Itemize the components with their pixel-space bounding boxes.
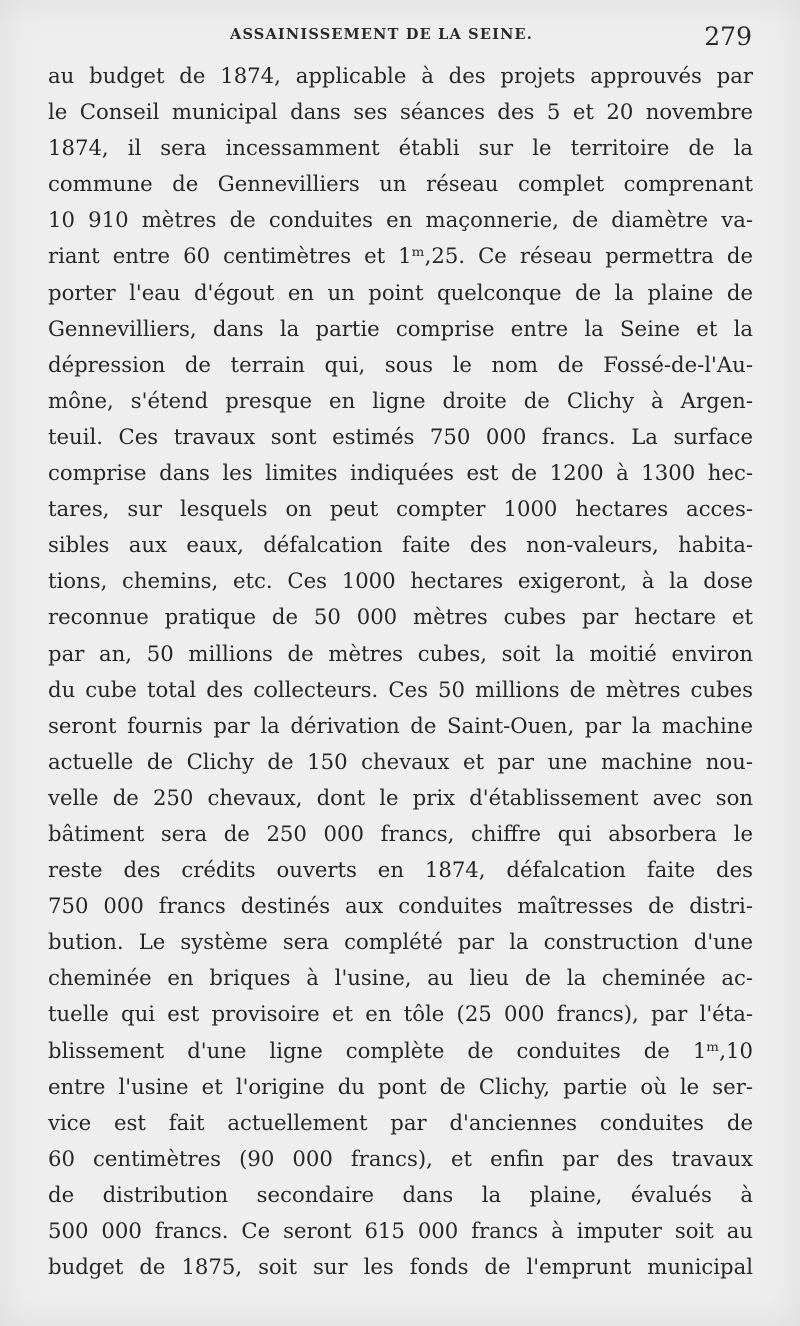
text-line: 1874, il sera incessamment établi sur le territoire de la — [48, 135, 753, 161]
text-line: 10 910 mètres de conduites en maçonnerie, de diamètre va- — [48, 207, 753, 233]
text-line: seront fournis par la dérivation de Saint-Ouen, par la machine — [48, 712, 753, 738]
text-line: porter l'eau d'égout en un point quelconque de la plaine de — [48, 279, 753, 305]
text-line: vice est fait actuellement par d'anciennes conduites de — [48, 1109, 753, 1135]
page-number: 279 — [704, 22, 752, 51]
text-line: comprise dans les limites indiquées est de 1200 à 1300 hec- — [48, 460, 753, 486]
text-line: 500 000 francs. Ce seront 615 000 francs à imputer soit au — [48, 1218, 753, 1243]
text-line: blissement d'une ligne complète de conduites de 1ᵐ,10 — [48, 1037, 753, 1063]
text-line: 60 centimètres (90 000 francs), et enfin par des travaux — [48, 1145, 753, 1171]
text-line: dépression de terrain qui, sous le nom de Fossé-de-l'Au- — [48, 351, 753, 377]
text-line: velle de 250 chevaux, dont le prix d'établissement avec son — [48, 784, 753, 810]
text-line: le Conseil municipal dans ses séances des 5 et 20 novembre — [48, 99, 753, 125]
text-line: actuelle de Clichy de 150 chevaux et par une machine nou- — [48, 748, 753, 774]
text-line: bution. Le système sera complété par la construction d'une — [48, 929, 753, 955]
text-line: 750 000 francs destinés aux conduites maîtresses de distri- — [48, 893, 753, 919]
text-line: cheminée en briques à l'usine, au lieu de la cheminée ac- — [48, 965, 753, 991]
text-line: teuil. Ces travaux sont estimés 750 000 francs. La surface — [48, 423, 753, 449]
text-line: entre l'usine et l'origine du pont de Clichy, partie où le ser- — [48, 1073, 753, 1099]
text-line: de distribution secondaire dans la plaine, évalués à — [48, 1181, 753, 1207]
text-line: bâtiment sera de 250 000 francs, chiffre qui absorbera le — [48, 820, 753, 846]
text-line: reste des crédits ouverts en 1874, défalcation faite des — [48, 857, 753, 883]
text-line: par an, 50 millions de mètres cubes, soit la moitié environ — [48, 640, 753, 666]
text-line: riant entre 60 centimètres et 1ᵐ,25. Ce réseau permettra de — [48, 243, 753, 269]
body-text — [48, 58, 753, 1285]
text-line: reconnue pratique de 50 000 mètres cubes par hectare et — [48, 604, 753, 630]
text-line: mône, s'étend presque en ligne droite de Clichy à Argen- — [48, 387, 753, 413]
running-title: ASSAINISSEMENT DE LA SEINE. — [230, 26, 534, 43]
text-line: tuelle qui est provisoire et en tôle (25 000 francs), par l'éta- — [48, 1001, 753, 1027]
text-line: Gennevilliers, dans la partie comprise entre la Seine et la — [48, 315, 753, 341]
text-line: sibles aux eaux, défalcation faite des non-valeurs, habita- — [48, 532, 753, 558]
text-line: commune de Gennevilliers un réseau complet comprenant — [48, 171, 753, 197]
text-line: tares, sur lesquels on peut compter 1000 hectares acces- — [48, 496, 753, 522]
text-line: au budget de 1874, applicable à des projets approuvés par — [48, 63, 753, 88]
running-header — [0, 22, 800, 54]
text-line: tions, chemins, etc. Ces 1000 hectares exigeront, à la dose — [48, 568, 753, 594]
text-line: du cube total des collecteurs. Ces 50 millions de mètres cubes — [48, 676, 753, 702]
text-line: budget de 1875, soit sur les fonds de l'emprunt municipal — [48, 1254, 753, 1280]
